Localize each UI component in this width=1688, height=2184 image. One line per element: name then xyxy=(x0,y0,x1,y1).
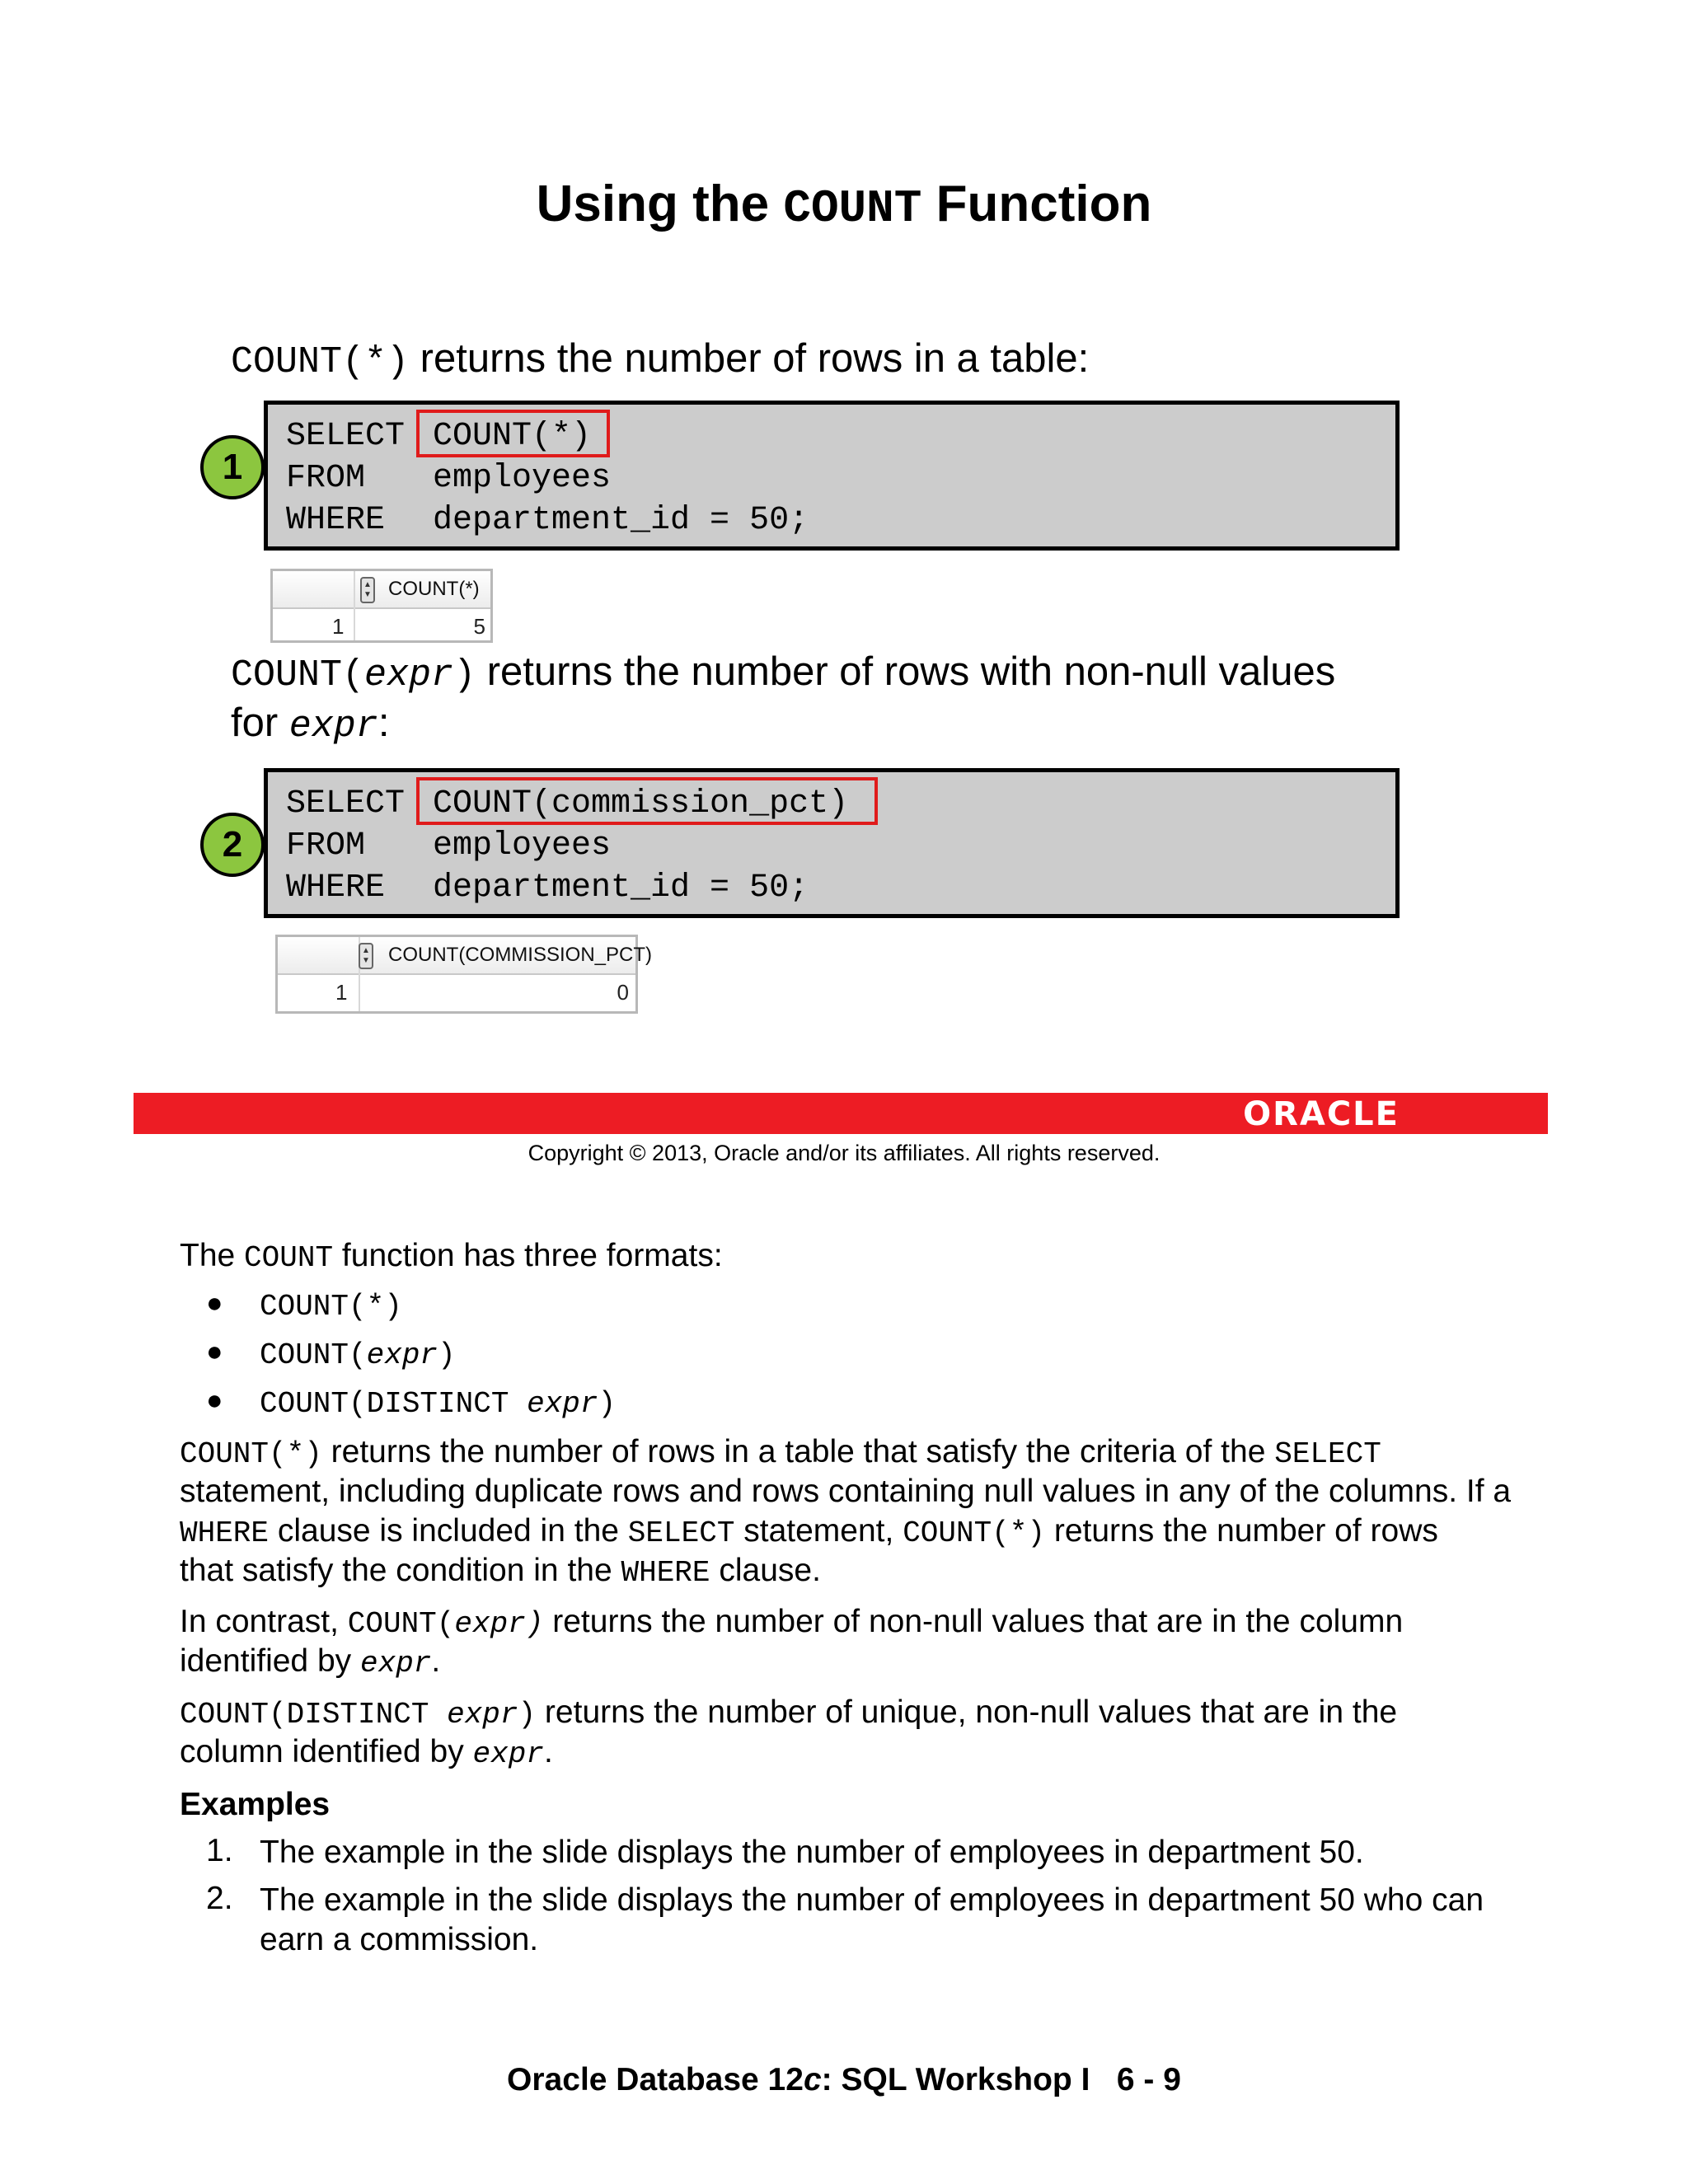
paragraph-text: identified by expr. xyxy=(180,1643,441,1680)
page-footer: Oracle Database 12c: SQL Workshop I 6 - 9 xyxy=(507,2062,1181,2097)
sort-icon: ▲ ▼ xyxy=(359,943,373,969)
code-line: department_id = 50; xyxy=(433,869,809,907)
highlight-box xyxy=(416,410,610,457)
example-item: The example in the slide displays the number of employees in department 50 who can xyxy=(260,1882,1484,1918)
result-value: 5 xyxy=(473,614,485,639)
examples-heading: Examples xyxy=(180,1787,331,1822)
example-item: The example in the slide displays the number of employees in department 50. xyxy=(260,1835,1364,1870)
code-line: FROM xyxy=(286,827,366,865)
code-line: WHERE xyxy=(286,502,386,539)
code-line: WHERE xyxy=(286,869,386,907)
paragraph-text: In contrast, COUNT(expr) returns the number of non-null values that are in the column xyxy=(180,1604,1404,1641)
result-value: 0 xyxy=(617,980,629,1005)
column-header-label: COUNT(*) xyxy=(388,578,480,600)
format-item: COUNT(DISTINCT expr) xyxy=(260,1387,617,1421)
paragraph-text: COUNT(*) returns the number of rows in a table that satisfy the criteria of the SELECT xyxy=(180,1434,1381,1471)
code-block-1 xyxy=(264,401,1400,551)
paragraph-text: column identified by expr. xyxy=(180,1734,553,1771)
bullet-dot: ● xyxy=(206,1336,223,1367)
example-badge-1: 1 xyxy=(200,435,265,499)
code-line: FROM xyxy=(286,460,366,497)
bullet-dot: ● xyxy=(206,1287,223,1319)
example-item: earn a commission. xyxy=(260,1922,539,1957)
notes-intro: The COUNT function has three formats: xyxy=(180,1238,723,1275)
copyright: Copyright © 2013, Oracle and/or its affiliates. All rights reserved. xyxy=(528,1141,1160,1165)
slide-title: Using the COUNT Function xyxy=(536,176,1152,235)
result-grid-2 xyxy=(275,935,652,1014)
code-block-2 xyxy=(264,768,1400,918)
paragraph-text: statement, including duplicate rows and rows containing null values in any of the columns. If a xyxy=(180,1474,1512,1509)
code-line: COUNT(*) xyxy=(433,418,592,455)
paragraph-text: WHERE clause is included in the SELECT statement, COUNT(*) returns the number of rows xyxy=(180,1513,1438,1550)
result-grid-1 xyxy=(270,569,493,643)
oracle-logo: ORACLE xyxy=(1243,1095,1400,1133)
row-number: 1 xyxy=(335,980,348,1005)
slide-footer-band xyxy=(134,1093,1548,1134)
format-item: COUNT(expr) xyxy=(260,1338,456,1372)
example-badge-2: 2 xyxy=(200,813,265,877)
code-line: department_id = 50; xyxy=(433,502,809,539)
list-number: 2. xyxy=(206,1881,233,1916)
section2-lead: COUNT(expr) returns the number of rows with non-null values xyxy=(231,649,1336,696)
paragraph-text: that satisfy the condition in the WHERE clause. xyxy=(180,1553,821,1590)
section1-lead: COUNT(*) returns the number of rows in a table: xyxy=(231,336,1090,383)
row-number-column xyxy=(278,937,360,1011)
column-header-label: COUNT(COMMISSION_PCT) xyxy=(388,944,652,966)
code-line: SELECT xyxy=(286,785,406,823)
section2-lead-line2: for expr: xyxy=(231,701,390,748)
list-number: 1. xyxy=(206,1833,233,1868)
row-number: 1 xyxy=(332,614,345,639)
code-line: employees xyxy=(433,460,612,497)
bullet-dot: ● xyxy=(206,1385,223,1416)
code-line: SELECT xyxy=(286,418,406,455)
format-item: COUNT(*) xyxy=(260,1290,402,1324)
code-line: employees xyxy=(433,827,612,865)
paragraph-text: COUNT(DISTINCT expr) returns the number of unique, non-null values that are in the xyxy=(180,1694,1398,1732)
highlight-box xyxy=(416,777,878,825)
sort-icon: ▲ ▼ xyxy=(360,577,375,603)
code-line: COUNT(commission_pct) xyxy=(433,785,849,823)
